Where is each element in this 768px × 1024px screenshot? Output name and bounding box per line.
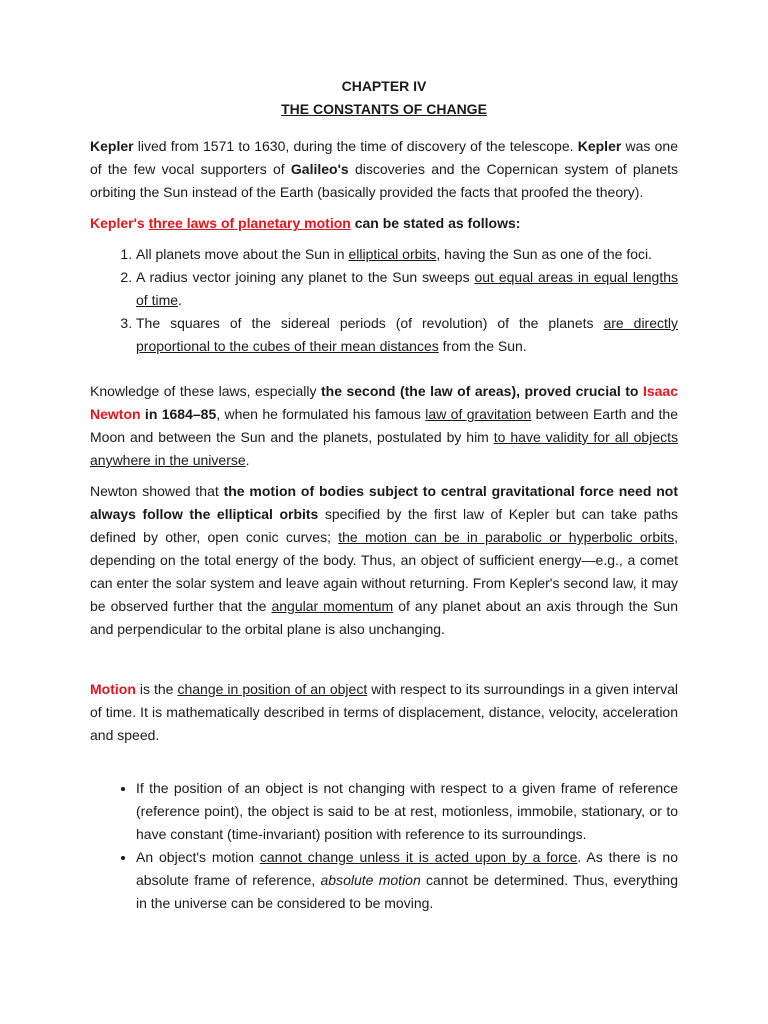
underlined-text: cannot change unless it is acted upon by a force — [259, 849, 578, 865]
underlined-text: are directly proportional to the cubes of their mean distances — [136, 315, 678, 354]
text: discoveries and the Copernican system of planets orbiting the Sun instead of the Earth (basically provided the facts that proofed the theory). — [90, 161, 679, 200]
document-page — [90, 75, 678, 915]
text: All planets move about the Sun in — [136, 246, 349, 262]
italic-text: absolute motion — [320, 872, 421, 888]
bold-text: the second (the law of areas), proved crucial to — [320, 383, 643, 399]
paragraph-newton-laws — [90, 380, 678, 472]
underlined-text: elliptical orbits — [348, 246, 437, 262]
text: lived from 1571 to 1630, during the time of discovery of the telescope. — [133, 138, 578, 154]
underlined-text: to have validity for all objects anywhere in the universe — [90, 429, 678, 468]
text: The squares of the sidereal periods (of revolution) of the planets — [136, 315, 604, 331]
text: Newton showed that — [90, 483, 224, 499]
red-isaac-newton: Isaac Newton — [90, 383, 678, 422]
text: , having the Sun as one of the foci. — [436, 246, 652, 262]
text: specified by the first law of Kepler but can take paths defined by other, open conic curves; — [90, 506, 678, 545]
text: of any planet about an axis through the Sun and perpendicular to the orbital plane is also unchanging. — [90, 598, 678, 637]
chapter-title: THE CONSTANTS OF CHANGE — [281, 101, 487, 117]
underlined-text: the motion can be in parabolic or hyperbolic orbits — [338, 529, 675, 545]
text: cannot be determined. Thus, everything in the universe can be considered to be moving. — [136, 872, 678, 911]
text: can be stated as follows: — [350, 215, 521, 231]
text: A radius vector joining any planet to the Sun sweeps — [136, 269, 475, 285]
text: with respect to its surroundings in a given interval of time. It is mathematically described in terms of displacement, distance, velocity, acceleration and speed. — [90, 681, 678, 743]
text: . — [245, 452, 250, 468]
text: from the Sun. — [438, 338, 527, 354]
text: was one of the few vocal supporters of — [90, 138, 678, 177]
bold-text: in 1684–85 — [140, 406, 217, 422]
text: , when he formulated his famous — [216, 406, 426, 422]
red-motion: Motion — [90, 681, 136, 697]
law-item — [136, 266, 678, 312]
law-item — [136, 312, 678, 358]
text: An object's motion — [136, 849, 260, 865]
bullet-item — [136, 777, 678, 846]
paragraph-newton-orbits — [90, 480, 678, 641]
law-item — [136, 243, 678, 266]
underlined-text: angular momentum — [271, 598, 394, 614]
paragraph-motion-definition — [90, 678, 678, 747]
bold-text: the motion of bodies subject to central gravitational force need not always follow the elliptical orbits — [90, 483, 679, 522]
bullet-item — [136, 846, 678, 915]
text: . — [178, 292, 182, 308]
motion-bullet-list — [90, 777, 678, 915]
text: If the position of an object is not changing with respect to a given frame of reference (reference point), the object is said to be at rest, motionless, immobile, stationary, or to have constant (time-invariant) position with reference to its surroundings. — [136, 780, 678, 842]
bold-kepler: Kepler — [577, 138, 622, 154]
text: . As there is no absolute frame of reference, — [136, 849, 678, 888]
underlined-text: change in position of an object — [177, 681, 368, 697]
text: , depending on the total energy of the body. Thus, an object of sufficient energy—e.g., a comet can enter the solar system and leave again without returning. From Kepler's second law, it may be observed further that the — [90, 529, 678, 614]
red-keplers: Kepler's — [90, 215, 149, 231]
bold-kepler: Kepler — [90, 138, 134, 154]
underlined-text: law of gravitation — [425, 406, 532, 422]
laws-heading — [90, 212, 678, 235]
red-three-laws: three laws of planetary motion — [148, 215, 351, 231]
text: between Earth and the Moon and between the Sun and the planets, postulated by him — [90, 406, 678, 445]
underlined-text: out equal areas in equal lengths of time — [136, 269, 678, 308]
paragraph-kepler-intro — [90, 135, 678, 204]
chapter-number: CHAPTER IV — [341, 78, 427, 94]
kepler-laws-list — [90, 243, 678, 358]
bold-galileo: Galileo's — [290, 161, 349, 177]
text: is the — [135, 681, 178, 697]
text: Knowledge of these laws, especially — [90, 383, 321, 399]
